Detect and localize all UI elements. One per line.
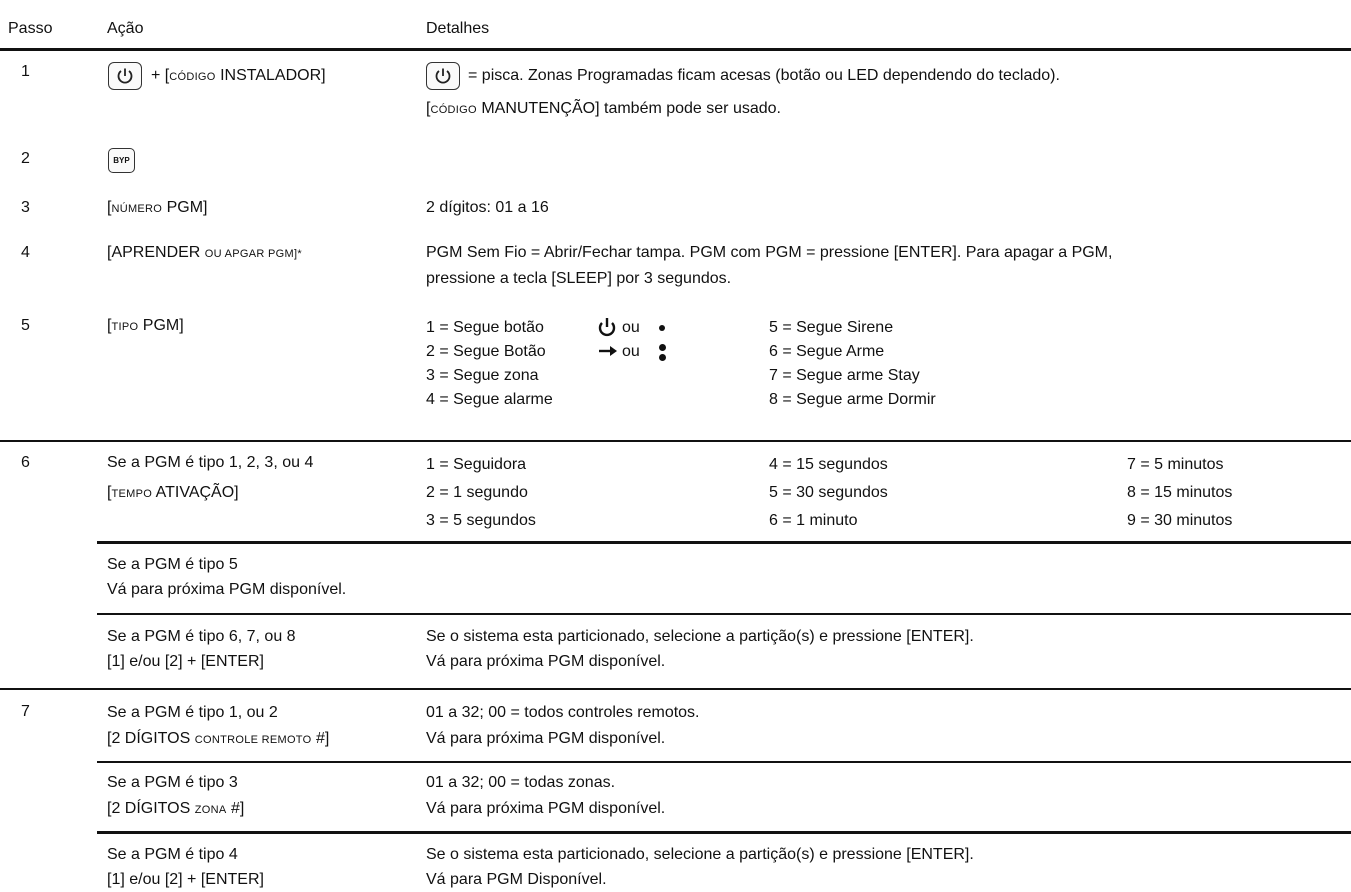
time-opt-7: 7 = 5 minutos (1127, 456, 1224, 473)
time-opt-5: 5 = 30 segundos (769, 484, 888, 501)
row7b-action-line2: [2 DÍGITOS ZONA #] (107, 800, 245, 817)
row7c-action-line1: Se a PGM é tipo 4 (107, 846, 238, 863)
row7-action-line1: Se a PGM é tipo 1, ou 2 (107, 704, 278, 721)
pgm-type-4: 4 = Segue alarme (426, 391, 553, 408)
row7-detail-line2: Vá para próxima PGM disponível. (426, 730, 666, 747)
row7b-detail-line2: Vá para próxima PGM disponível. (426, 800, 666, 817)
power-icon (433, 66, 453, 86)
step-6: 6 (21, 454, 30, 471)
time-opt-3: 3 = 5 segundos (426, 512, 536, 529)
row4-detail-line1: PGM Sem Fio = Abrir/Fechar tampa. PGM com PGM = pressione [ENTER]. Para apagar a PGM, (426, 244, 1113, 261)
time-opt-6: 6 = 1 minuto (769, 512, 858, 529)
row6b-rule (97, 613, 1351, 615)
row4-action: [APRENDER OU APGAR PGM]* (107, 244, 302, 261)
step-4: 4 (21, 244, 30, 261)
row7b-detail-line1: 01 a 32; 00 = todas zonas. (426, 774, 616, 791)
time-opt-9: 9 = 30 minutos (1127, 512, 1233, 529)
row5-rule (0, 440, 1351, 442)
row4-detail-line2: pressione a tecla [SLEEP] por 3 segundos. (426, 270, 732, 287)
header-rule (0, 48, 1351, 51)
row7c-detail-line1: Se o sistema esta particionado, selecione a partição(s) e pressione [ENTER]. (426, 846, 974, 863)
row6-action-line2: [TEMPO ATIVAÇÃO] (107, 484, 239, 501)
double-dot-icon (659, 344, 666, 361)
pgm-type-3: 3 = Segue zona (426, 367, 539, 384)
pgm-type-1: 1 = Segue botão (426, 319, 544, 336)
row1-detail-line1: = pisca. Zonas Programadas ficam acesas (botão ou LED dependendo do teclado). (468, 67, 1060, 84)
pgm-type-2: 2 = Segue Botão (426, 343, 546, 360)
row6b-line2: Vá para próxima PGM disponível. (107, 581, 347, 598)
row6b-line1: Se a PGM é tipo 5 (107, 556, 238, 573)
row7c-detail-line2: Vá para PGM Disponível. (426, 871, 607, 888)
row7b-action-line1: Se a PGM é tipo 3 (107, 774, 238, 791)
step-1: 1 (21, 63, 30, 80)
pgm-type-7: 7 = Segue arme Stay (769, 367, 920, 384)
step-7: 7 (21, 703, 30, 720)
row7-detail-line1: 01 a 32; 00 = todos controles remotos. (426, 704, 700, 721)
header-detalhes: Detalhes (426, 20, 490, 37)
time-opt-2: 2 = 1 segundo (426, 484, 528, 501)
row7-rule (97, 761, 1351, 763)
header-passo: Passo (8, 20, 53, 37)
row6-action-line1: Se a PGM é tipo 1, 2, 3, ou 4 (107, 454, 314, 471)
row6c-rule (0, 688, 1351, 690)
pgm-type-6: 6 = Segue Arme (769, 343, 885, 360)
power-icon (597, 316, 617, 338)
row6c-detail-line1: Se o sistema esta particionado, selecione a partição(s) e pressione [ENTER]. (426, 628, 974, 645)
time-opt-1: 1 = Seguidora (426, 456, 527, 473)
step-2: 2 (21, 150, 30, 167)
power-key-icon-details (426, 62, 460, 90)
row6-rule (97, 541, 1351, 544)
power-key-icon (108, 62, 142, 90)
row3-action: [NÚMERO PGM] (107, 199, 208, 216)
row7-action-line2: [2 DÍGITOS CONTROLE REMOTO #] (107, 730, 330, 747)
step-5: 5 (21, 317, 30, 334)
single-dot-icon (659, 325, 665, 331)
ou-label-1: ou (622, 319, 640, 336)
row3-detail: 2 dígitos: 01 a 16 (426, 199, 549, 216)
header-acao: Ação (107, 20, 144, 37)
ou-label-2: ou (622, 343, 640, 360)
row1-action: + [CÓDIGO INSTALADOR] (151, 67, 326, 84)
pgm-type-8: 8 = Segue arme Dormir (769, 391, 936, 408)
row6c-detail-line2: Vá para próxima PGM disponível. (426, 653, 666, 670)
row1-detail-line2: [CÓDIGO MANUTENÇÃO] também pode ser usado. (426, 100, 781, 117)
step-3: 3 (21, 199, 30, 216)
row5-action: [TIPO PGM] (107, 317, 184, 334)
time-opt-8: 8 = 15 minutos (1127, 484, 1233, 501)
power-icon (115, 66, 135, 86)
byp-key-icon: BYP (108, 148, 135, 173)
time-opt-4: 4 = 15 segundos (769, 456, 888, 473)
row6c-action-line2: [1] e/ou [2] + [ENTER] (107, 653, 264, 670)
row6c-action-line1: Se a PGM é tipo 6, 7, ou 8 (107, 628, 296, 645)
pgm-type-5: 5 = Segue Sirene (769, 319, 894, 336)
row7c-action-line2: [1] e/ou [2] + [ENTER] (107, 871, 264, 888)
row7b-rule (97, 831, 1351, 834)
right-arrow-icon (598, 343, 618, 359)
